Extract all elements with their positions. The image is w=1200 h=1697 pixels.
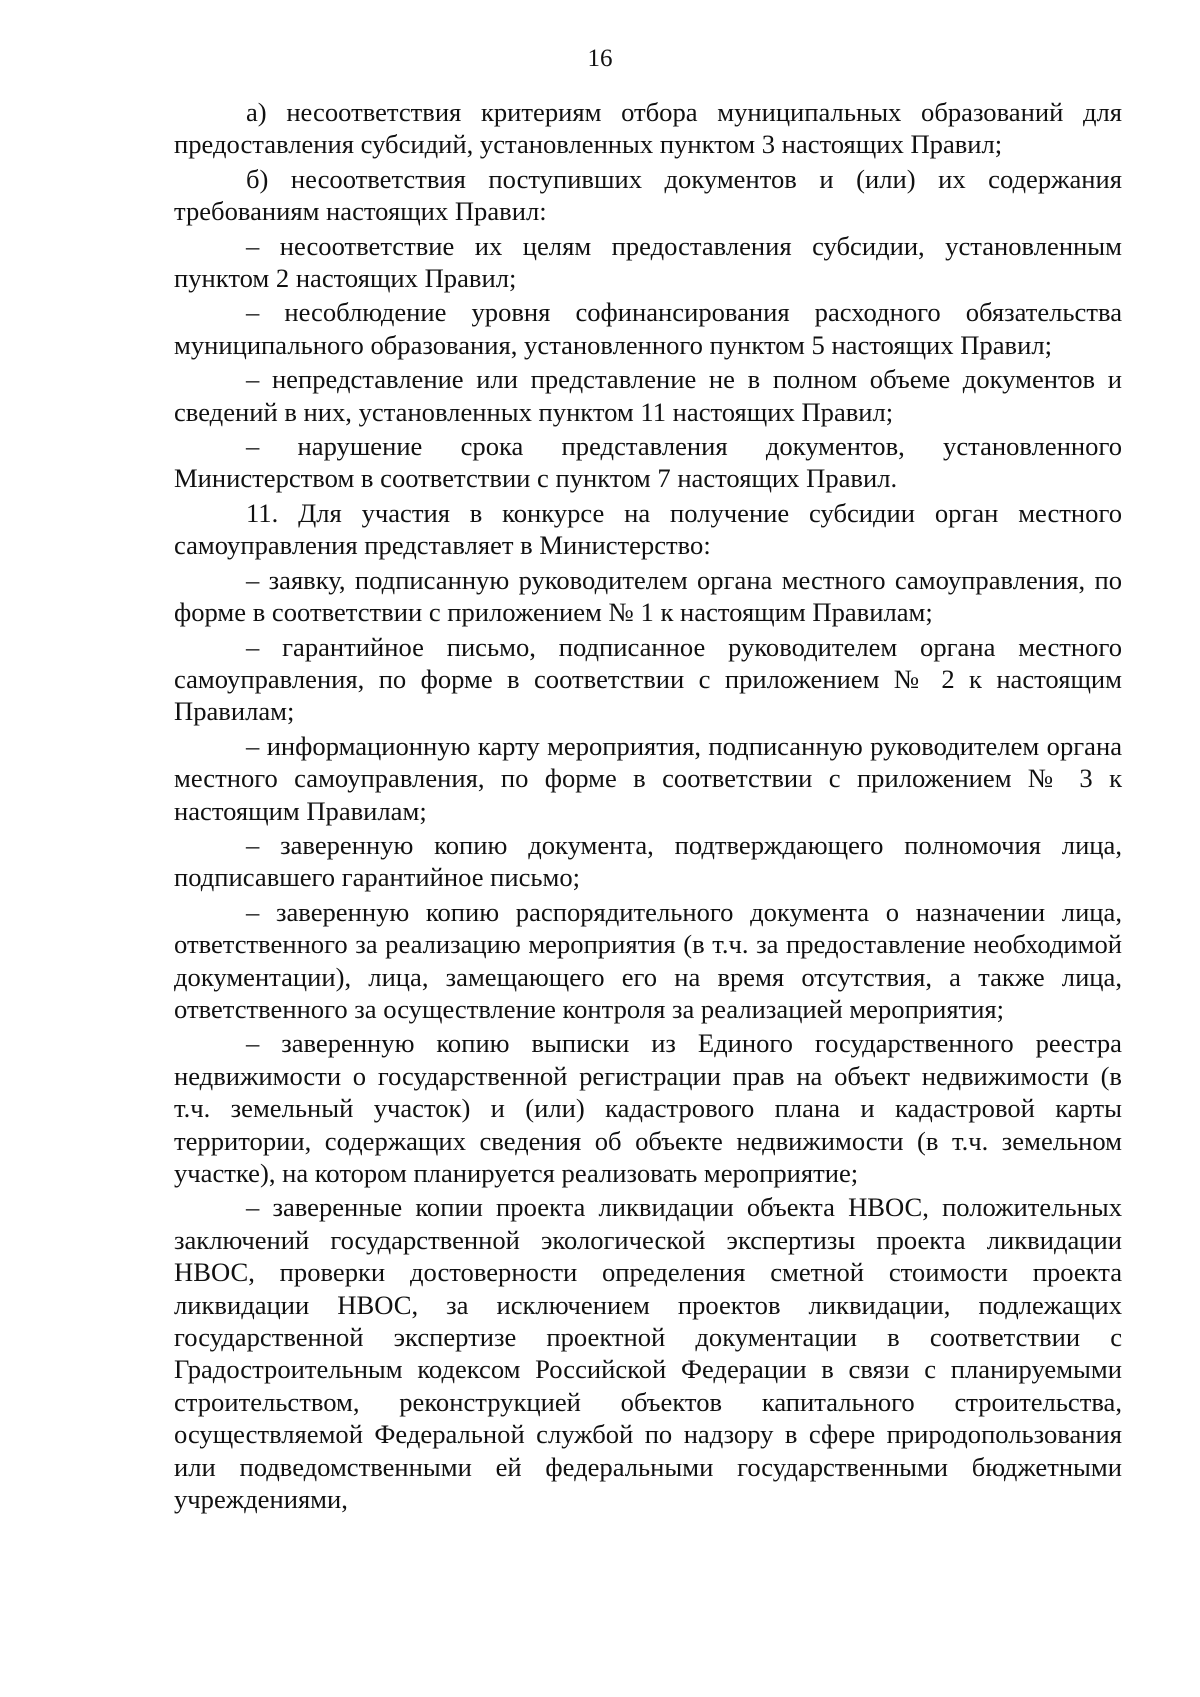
paragraph-documents-mismatch: б) несоответствия поступивших документов и (или) их содержания требованиям настоящих Правил:	[174, 163, 1122, 227]
list-item-registry-extract: – заверенную копию выписки из Единого государственного реестра недвижимости о государственной регистрации прав на объект недвижимости (в т.ч. земельный участок) и (или) кадастрового плана и кадастровой карты территории, содержащих сведения об объекте недвижимости (в т.ч. земельном участке), на котором планируется реализовать мероприятие;	[174, 1028, 1122, 1188]
list-item-guarantee-letter: – гарантийное письмо, подписанное руководителем органа местного самоуправления, по форме в соответствии с приложением № 2 к настоящим Правилам;	[174, 631, 1122, 727]
list-item-authority-copy: – заверенную копию документа, подтверждающего полномочия лица, подписавшего гарантийное письмо;	[174, 829, 1122, 893]
list-item-incomplete-documents: – непредставление или представление не в полном объеме документов и сведений в них, установленных пунктом 11 настоящих Правил;	[174, 364, 1122, 427]
document-body	[174, 96, 1122, 1517]
list-item-responsible-persons: – заверенную копию распорядительного документа о назначении лица, ответственного за реализацию мероприятия (в т.ч. за предоставление необходимой документации), лица, замещающего его на время отсутствия, а также лица, ответственного за осуществление контроля за реализацией мероприятия;	[174, 896, 1122, 1024]
list-item-project-copies: – заверенные копии проекта ликвидации объекта НВОС, положительных заключений государственной экологической экспертизы проекта ликвидации НВОС, проверки достоверности определения сметной стоимости проекта ликвидации НВОС, за исключением проектов ликвидации, подлежащих государственной экспертизе проектной документации в соответствии с Градостроительным кодексом Российской Федерации в связи с планируемыми строительством, реконструкцией объектов капитального строительства, осуществляемой Федеральной службой по надзору в сфере природопользования или подведомственными ей федеральными государственными бюджетными учреждениями,	[174, 1192, 1122, 1515]
page-number: 16	[587, 45, 613, 72]
list-item-info-card: – информационную карту мероприятия, подписанную руководителем органа местного самоуправления, по форме в соответствии с приложением № 3 к настоящим Правилам;	[174, 730, 1122, 826]
paragraph-criteria-mismatch: а) несоответствия критериям отбора муниципальных образований для предоставления субсидий, установленных пунктом 3 настоящих Правил;	[174, 97, 1122, 160]
list-item-goals-mismatch: – несоответствие их целям предоставления субсидии, установленным пунктом 2 настоящих Правил;	[174, 230, 1122, 294]
list-item-deadline-violation: – нарушение срока представления документов, установленного Министерством в соответствии с пунктом 7 настоящих Правил.	[174, 431, 1122, 494]
paragraph-section-11: 11. Для участия в конкурсе на получение субсидии орган местного самоуправления представляет в Министерство:	[174, 497, 1122, 561]
list-item-application: – заявку, подписанную руководителем органа местного самоуправления, по форме в соответствии с приложением № 1 к настоящим Правилам;	[174, 564, 1122, 628]
list-item-cofinancing: – несоблюдение уровня софинансирования расходного обязательства муниципального образования, установленного пунктом 5 настоящих Правил;	[174, 297, 1122, 360]
